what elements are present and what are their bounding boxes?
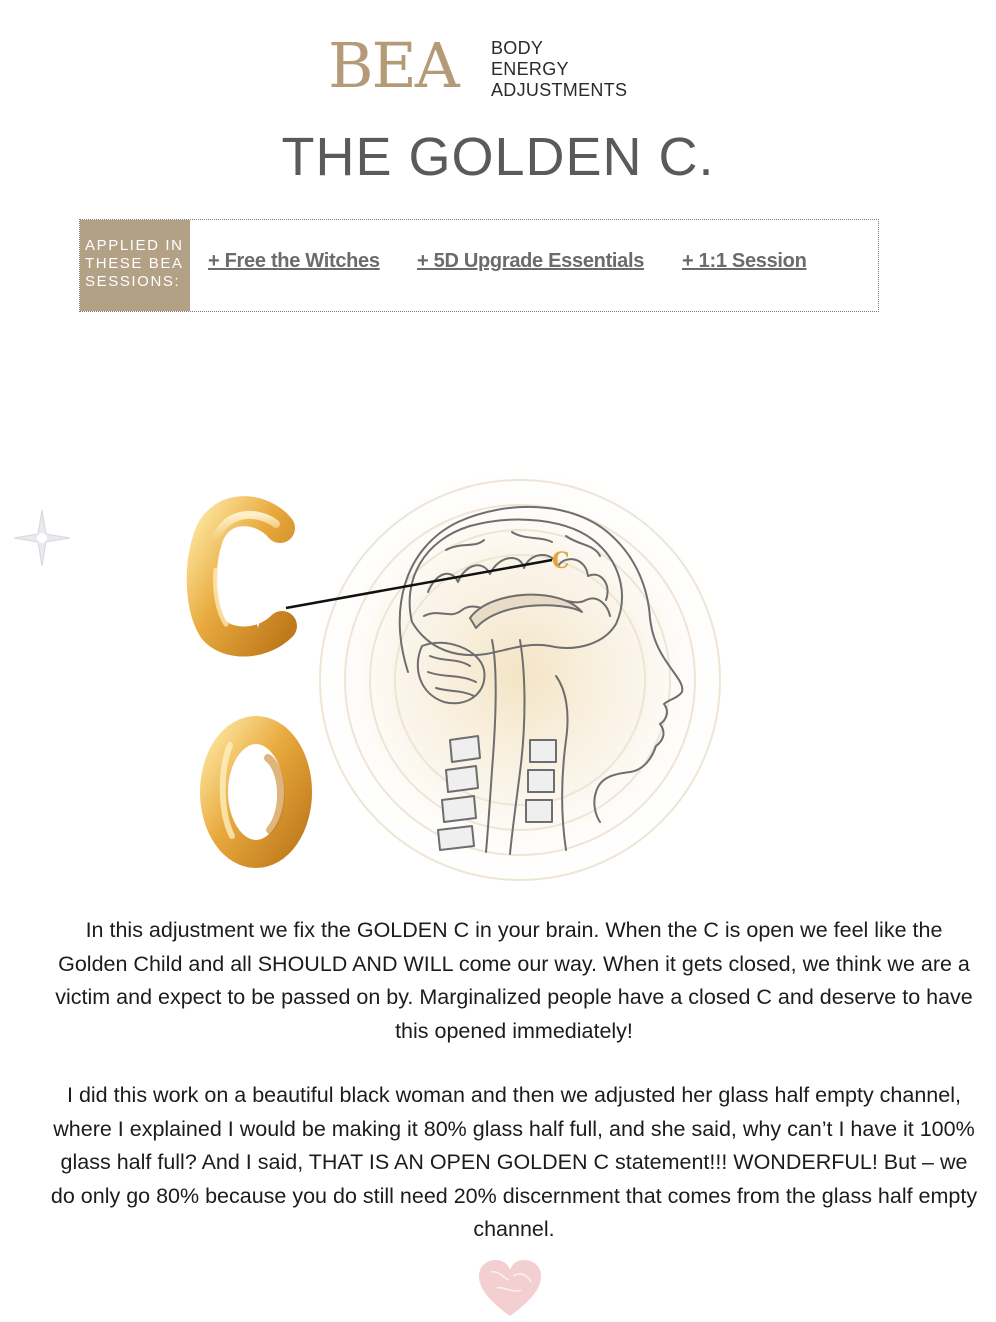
body-paragraph-1: In this adjustment we fix the GOLDEN C in your brain. When the C is open we feel like the Golden Child and all SHOULD AND WILL come our way. When it gets closed, we think we are a victim and expect to be passed on by. Marginalized people have a closed C and deserve to have this opened immediately! [55,918,973,1043]
brand-mark: BEA [328,29,458,102]
session-link-free-the-witches[interactable]: + Free the Witches [208,250,380,272]
brand-line-adjustments: ADJUSTMENTS [491,80,628,100]
illustration-svg [0,440,996,910]
sessions-tag-line: APPLIED IN [85,237,184,254]
sessions-bar [79,219,879,312]
brand-logo [328,30,648,110]
energy-glow [300,455,740,895]
body-paragraph-2: I did this work on a beautiful black woman and then we adjusted her glass half empty channel, where I explained I would be making it 80% glass half full, and she said, why can’t I have it 100% glass half full? And I said, THAT IS AN OPEN GOLDEN C statement!!! WONDERFUL! But – we do only go 80% because you do still need 20% discernment that comes from the glass half empty channel. [50,1083,978,1241]
open-golden-c [202,511,282,641]
brain-c-label: C [552,548,570,574]
closed-golden-c [214,730,298,854]
sessions-tag [80,220,190,311]
sessions-tag-line: SESSIONS: [85,273,181,290]
brand-wordmark [491,38,627,101]
golden-c-illustration [0,440,996,910]
sessions-tag-line: THESE BEA [85,255,184,272]
session-link-one-on-one[interactable]: + 1:1 Session [682,250,807,272]
heart-icon [477,1258,543,1318]
brain-c-marker [552,548,570,574]
session-link-5d-upgrade[interactable]: + 5D Upgrade Essentials [417,250,645,272]
sparkle-icon [14,510,70,566]
brand-line-energy: ENERGY [491,59,569,79]
page-title: THE GOLDEN C. [281,127,715,187]
brand-line-body: BODY [491,38,544,58]
